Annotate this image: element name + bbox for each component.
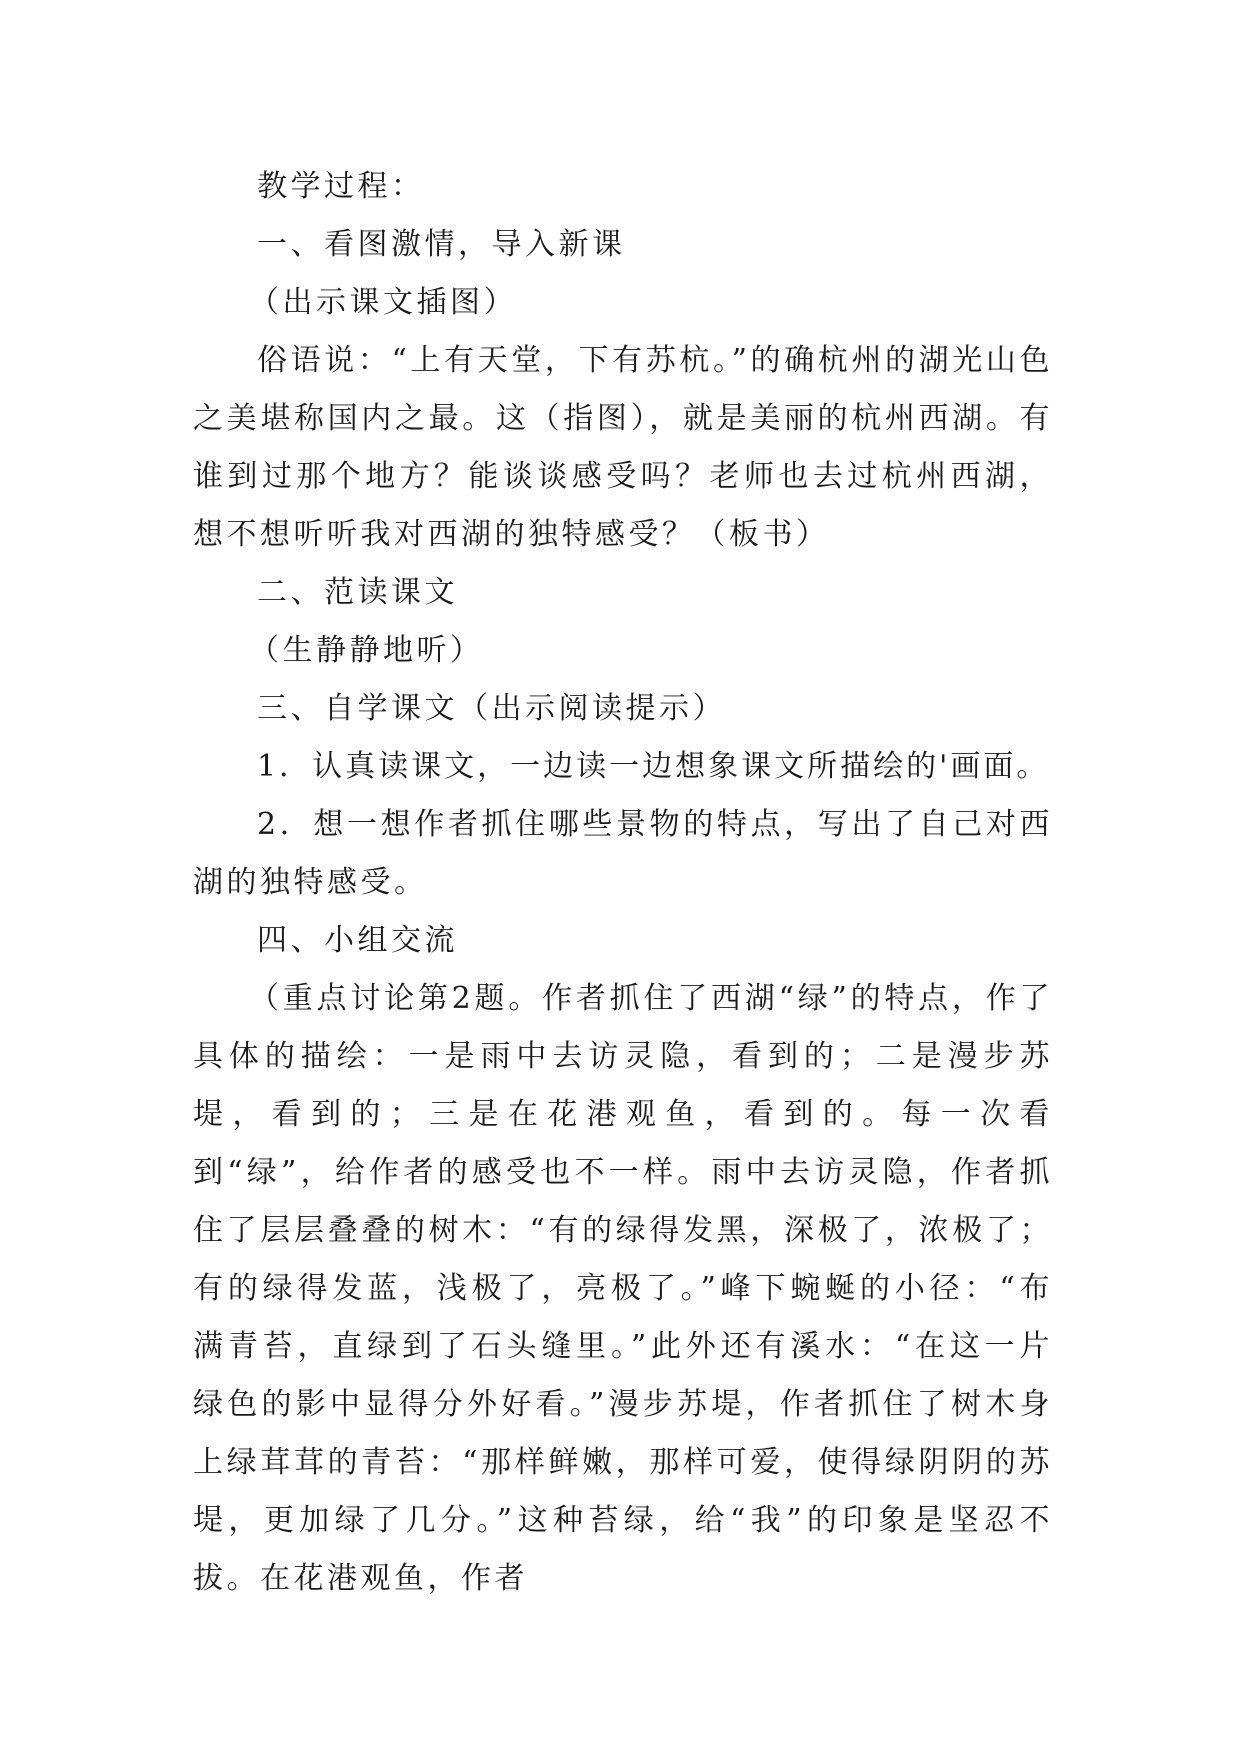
list-item-2: 2．想一想作者抓住哪些景物的特点，写出了自己对西湖的独特感受。 bbox=[193, 807, 1053, 900]
paragraph-intro: 俗语说：“上有天堂，下有苏杭。”的确杭州的湖光山色之美堪称国内之最。这（指图），就是美丽的杭州西湖。有谁到过那个地方？能谈谈感受吗？老师也去过杭州西湖，想不想听听我对西湖的独特感受？（板书） bbox=[193, 343, 1053, 552]
section-heading-teaching-process: 教学过程： bbox=[257, 169, 425, 204]
section-heading-2: 二、范读课文 bbox=[257, 575, 458, 610]
paragraph-discussion: （重点讨论第2题。作者抓住了西湖“绿”的特点，作了具体的描绘：一是雨中去访灵隐，看到的；二是漫步苏堤，看到的；三是在花港观鱼，看到的。每一次看到“绿”，给作者的感受也不一样。雨中去访灵隐，作者抓住了层层叠叠的树木：“有的绿得发黑，深极了，浓极了；有的绿得发蓝，浅极了，亮极了。”峰下蜿蜒的小径：“布满青苔，直绿到了石头缝里。”此外还有溪水：“在这一片绿色的影中显得分外好看。”漫步苏堤，作者抓住了树木身上绿茸茸的青苔：“那样鲜嫩，那样可爱，使得绿阴阴的苏堤，更加绿了几分。”这种苔绿，给“我”的印象是坚忍不拔。在花港观鱼，作者 bbox=[193, 981, 1053, 1596]
note-show-illustration: （出示课文插图） bbox=[249, 285, 517, 320]
note-listen: （生静静地听） bbox=[249, 633, 484, 668]
document-body bbox=[193, 158, 1053, 1608]
section-heading-4: 四、小组交流 bbox=[257, 923, 458, 958]
section-heading-1: 一、看图激情，导入新课 bbox=[257, 227, 626, 262]
list-item-1: 1．认真读课文，一边读一边想象课文所描绘的'画面。 bbox=[257, 749, 1050, 784]
section-heading-3: 三、自学课文（出示阅读提示） bbox=[257, 691, 726, 726]
